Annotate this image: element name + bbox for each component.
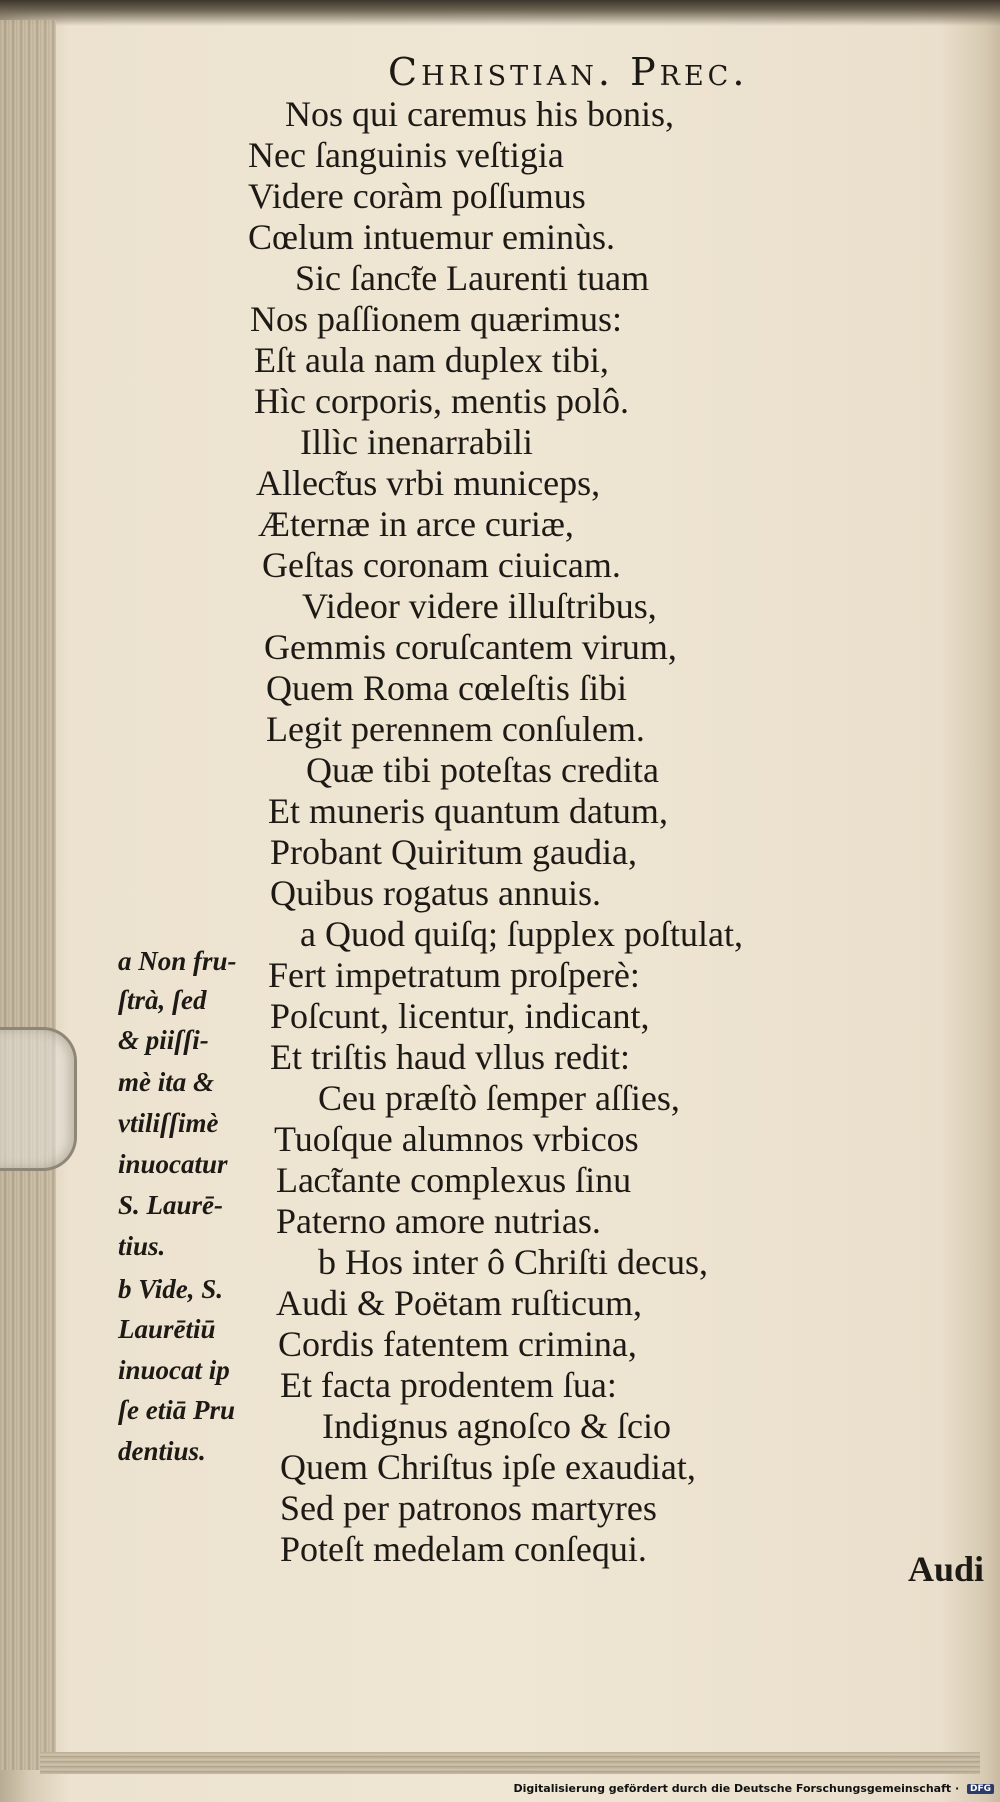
verse-line: a Quod quiſq; ſupplex poſtulat, xyxy=(300,914,743,954)
verse-line: Æternæ in arce curiæ, xyxy=(258,504,574,544)
catchword: Audi xyxy=(908,1549,985,1589)
verse-line: Hìc corporis, mentis polô. xyxy=(254,381,629,421)
marginal-note-line: inuocatur xyxy=(118,1149,228,1179)
verse-line: Nec ſanguinis veſtigia xyxy=(248,135,564,175)
verse-line: Quæ tibi poteſtas credita xyxy=(306,750,659,790)
marginal-note-line: ſe etiā Pru xyxy=(118,1395,235,1425)
verse-line: Nos paſſionem quærimus: xyxy=(250,299,622,339)
verse-line: Sed per patronos martyres xyxy=(280,1488,657,1528)
verse-line: Legit perennem conſulem. xyxy=(266,709,645,749)
digitization-footer xyxy=(513,1782,994,1795)
marginal-note-line: ſtrà, ſed xyxy=(118,985,207,1015)
verse-line: Videor videre illuſtribus, xyxy=(302,586,657,626)
verse-line: Et facta prodentem ſua: xyxy=(280,1365,617,1405)
verse-line: Quem Roma cœleſtis ſibi xyxy=(266,668,627,708)
verse-line: Laᴄ̃tante complexus ſinu xyxy=(276,1160,632,1200)
marginal-note-line: a Non fru- xyxy=(118,946,237,976)
verse-line: b Hos inter ô Chriſti decus, xyxy=(318,1242,708,1282)
verse-line: Cœlum intuemur eminùs. xyxy=(248,217,615,257)
verse-line: Fert impetratum proſperè: xyxy=(268,955,640,995)
marginal-note-line: dentius. xyxy=(118,1436,206,1466)
verse-line: Alleᴄ̃tus vrbi municeps, xyxy=(256,463,601,503)
verse-line: Sic ſanᴄ̃te Laurenti tuam xyxy=(295,258,650,298)
running-head: Christian. Prec. xyxy=(388,50,749,94)
verse-line: Tuoſque alumnos vrbicos xyxy=(274,1119,639,1159)
marginal-note-line: vtiliſſimè xyxy=(118,1108,219,1138)
marginal-note-line: S. Laurē- xyxy=(118,1190,224,1220)
verse-line: Probant Quiritum gaudia, xyxy=(270,832,637,872)
verse-line: Quibus rogatus annuis. xyxy=(270,873,601,913)
verse-line: Eſt aula nam duplex tibi, xyxy=(254,340,609,380)
verse-line: Et triſtis haud vllus redit: xyxy=(270,1037,630,1077)
verse-line: Quem Chriſtus ipſe exaudiat, xyxy=(280,1447,696,1487)
verse-line: Nos qui caremus his bonis, xyxy=(285,94,674,134)
verse-line: Et muneris quantum datum, xyxy=(268,791,668,831)
verse-line: Ceu præſtò ſemper aſſies, xyxy=(318,1078,680,1118)
marginal-note-line: inuocat ip xyxy=(118,1355,230,1385)
verse-line: Poſcunt, licentur, indicant, xyxy=(270,996,650,1036)
marginal-note-line: & piiſſi- xyxy=(118,1025,209,1055)
verse-line: Indignus agnoſco & ſcio xyxy=(322,1406,671,1446)
verse-line: Videre coràm poſſumus xyxy=(248,176,586,216)
verse-line: Illìc inenarrabili xyxy=(300,422,533,462)
verse-line: Poteſt medelam conſequi. xyxy=(280,1529,647,1569)
verse-line: Cordis fatentem crimina, xyxy=(278,1324,637,1364)
marginal-note-line: b Vide, S. xyxy=(118,1274,224,1304)
verse-line: Geſtas coronam ciuicam. xyxy=(262,545,621,585)
dfg-logo: DFG xyxy=(967,1784,994,1794)
marginal-note-line: mè ita & xyxy=(118,1067,214,1097)
footer-text: Digitalisierung gefördert durch die Deutsche Forschungsgemeinschaft · xyxy=(513,1782,960,1795)
verse-line: Gemmis coruſcantem virum, xyxy=(264,627,677,667)
verse-line: Audi & Poëtam ruſticum, xyxy=(276,1283,642,1323)
marginal-note-line: tius. xyxy=(118,1231,166,1261)
verse-line: Paterno amore nutrias. xyxy=(276,1201,601,1241)
marginal-note-line: Laurētiū xyxy=(118,1314,216,1344)
